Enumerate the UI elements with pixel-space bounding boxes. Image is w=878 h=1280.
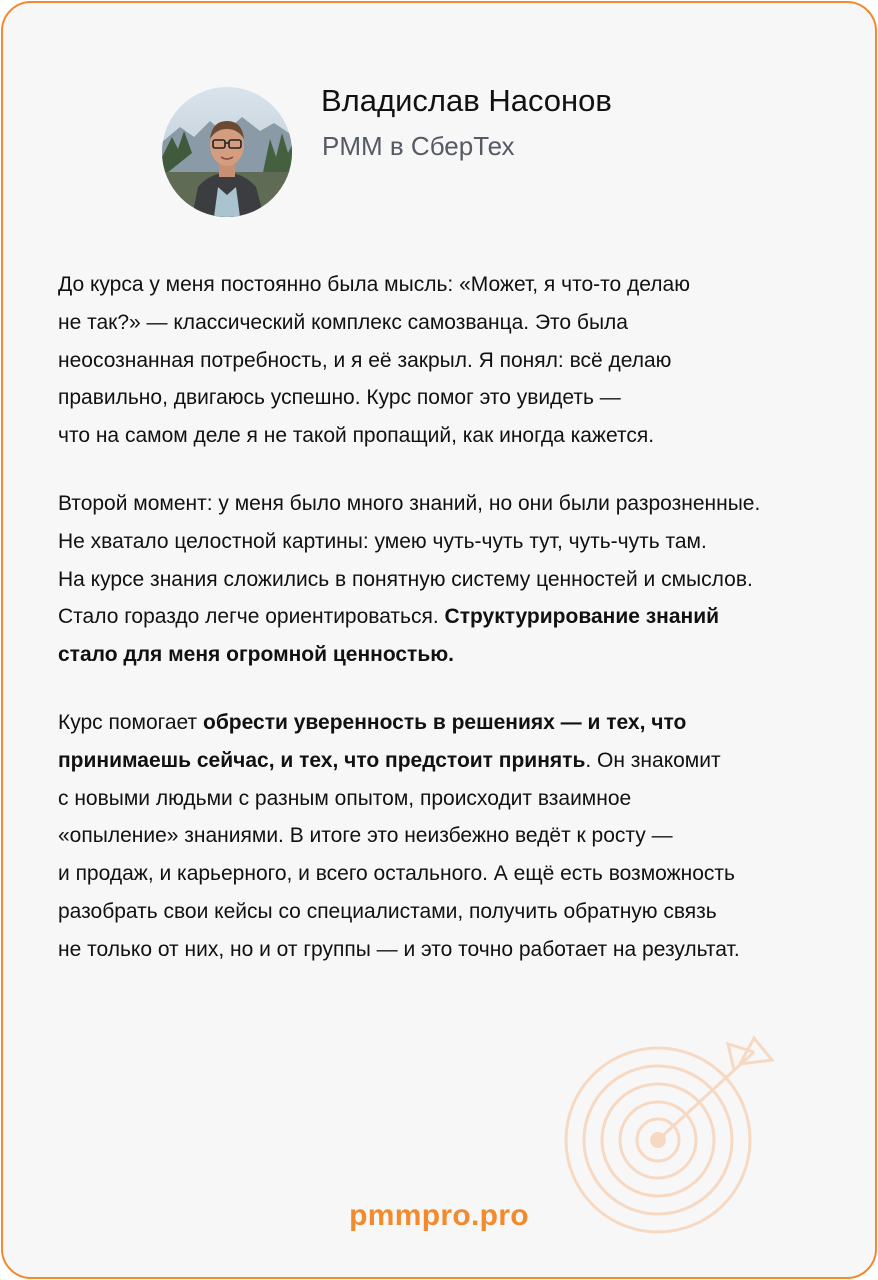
bold-text: принимаешь сейчас, и тех, что предстоит принять <box>58 748 586 772</box>
author-photo <box>162 87 292 217</box>
text-line <box>58 561 858 599</box>
text-segment: Не хватало целостной картины: умею чуть-чуть тут, чуть-чуть там. <box>58 529 707 553</box>
text-segment: разобрать свои кейсы со специалистами, получить обратную связь <box>58 899 717 923</box>
text-line <box>58 704 858 742</box>
text-line <box>58 523 858 561</box>
testimonial-text <box>58 266 858 999</box>
paragraph <box>58 485 858 674</box>
text-line <box>58 417 858 455</box>
bold-text: Структурирование знаний <box>444 605 720 629</box>
text-segment: Курс помогает <box>58 710 203 734</box>
text-segment: «опыление» знаниями. В итоге это неизбежно ведёт к росту — <box>58 824 673 848</box>
text-segment: с новыми людьми с разным опытом, происходит взаимное <box>58 786 632 810</box>
text-segment: не так?» — классический комплекс самозванца. Это была <box>58 310 628 334</box>
text-line <box>58 379 858 417</box>
text-line <box>58 893 858 931</box>
paragraph <box>58 266 858 455</box>
bold-text: обрести уверенность в решениях — и тех, что <box>203 710 687 734</box>
testimonial-card <box>1 1 877 1279</box>
text-line <box>58 742 858 780</box>
text-line <box>58 598 858 636</box>
text-segment: Второй момент: у меня было много знаний, но они были разрозненные. <box>58 491 761 515</box>
text-line <box>58 485 858 523</box>
text-segment: На курсе знания сложились в понятную систему ценностей и смыслов. <box>58 567 753 591</box>
text-segment: не только от них, но и от группы — и это точно работает на результат. <box>58 937 740 961</box>
bold-text: стало для меня огромной ценностью. <box>58 643 455 667</box>
text-segment: неосознанная потребность, и я её закрыл. Я понял: всё делаю <box>58 348 672 372</box>
text-line <box>58 931 858 969</box>
text-line <box>58 304 858 342</box>
text-segment: . Он знакомит <box>585 748 721 772</box>
text-line <box>58 266 858 304</box>
text-segment: Стало гораздо легче ориентироваться. <box>58 605 445 629</box>
text-line <box>58 855 858 893</box>
text-line <box>58 780 858 818</box>
author-role: PMM в СберТех <box>322 131 515 161</box>
text-segment: что на самом деле я не такой пропащий, как иногда кажется. <box>58 424 655 448</box>
brand-site: pmmpro.pro <box>349 1199 529 1232</box>
text-line <box>58 817 858 855</box>
paragraph <box>58 704 858 969</box>
author-name: Владислав Насонов <box>321 83 612 118</box>
text-segment: До курса у меня постоянно была мысль: «Может, я что-то делаю <box>58 273 690 296</box>
text-line <box>58 636 858 674</box>
text-segment: и продаж, и карьерного, и всего остального. А ещё есть возможность <box>58 862 735 886</box>
text-line <box>58 342 858 380</box>
avatar <box>162 87 292 217</box>
text-segment: правильно, двигаюсь успешно. Курс помог это увидеть — <box>58 386 621 410</box>
